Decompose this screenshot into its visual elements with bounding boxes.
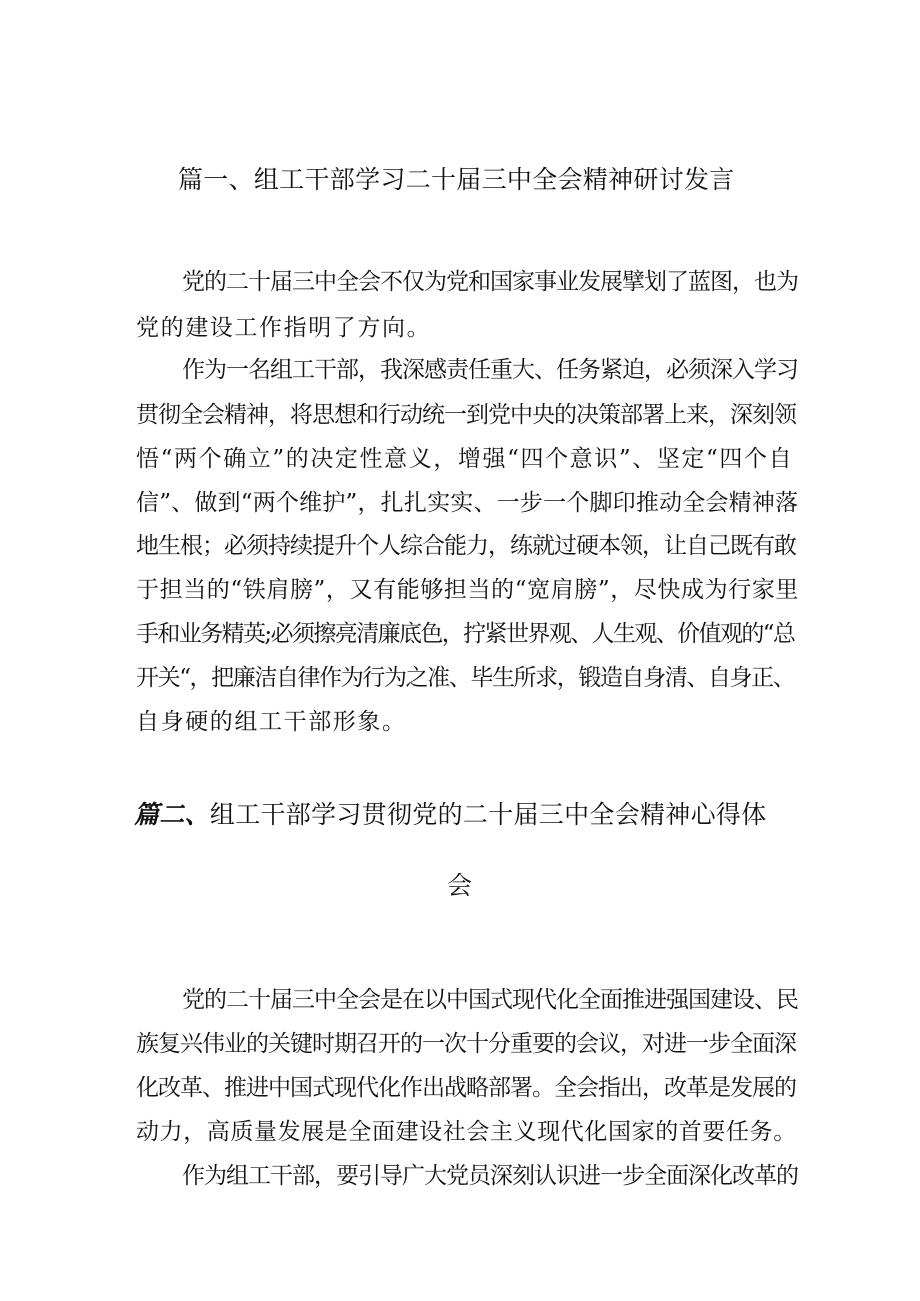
section1-title: 篇一、组工干部学习二十届三中全会精神研讨发言 [178, 165, 735, 194]
section1-p2-line2: 贯彻全会精神，将思想和行动统一到党中央的决策部署上来，深刻领 [136, 402, 796, 428]
section1-p2-line3: 悟“两个确立”的决定性意义，增强“四个意识”、坚定“四个自 [136, 446, 794, 472]
section2-p1-line2: 族复兴伟业的关键时期召开的一次十分重要的会议，对进一步全面深 [136, 1031, 796, 1057]
section1-p2-line9: 自身硬的组工干部形象。 [136, 709, 407, 735]
section2-title-label: 篇二、 [134, 800, 210, 829]
section2-p1-line1: 党的二十届三中全会是在以中国式现代化全面推进强国建设、民 [182, 987, 798, 1013]
section1-p2-line4: 信”、做到“两个维护”，扎扎实实、一步一个脚印推动全会精神落 [136, 490, 799, 516]
section2-title-line1: 组工干部学习贯彻党的二十届三中全会精神心得体 [209, 800, 767, 829]
section2-p1-line3: 化改革、推进中国式现代化作出战略部署。全会指出，改革是发展的 [136, 1075, 796, 1101]
section1-p2-line6: 于担当的“铁肩膀”，又有能够担当的“宽肩膀”，尽快成为行家里 [136, 577, 800, 603]
section1-p2-line1: 作为一名组工干部，我深感责任重大、任务紧迫，必须深入学习 [182, 357, 798, 383]
section2-p2-line1: 作为组工干部，要引导广大党员深刻认识进一步全面深化改革的 [182, 1163, 798, 1189]
section1-p2-line8: 开关“，把廉洁自律作为行为之准、毕生所求，锻造自身清、自身正、 [136, 665, 795, 691]
section2-p1-line4: 动力，高质量发展是全面建设社会主义现代化国家的首要任务。 [136, 1119, 797, 1145]
section2-title-line2: 会 [447, 871, 473, 900]
section2-title [134, 795, 767, 831]
section1-p1-line2: 党的建设工作指明了方向。 [136, 315, 432, 341]
section1-p1-line1: 党的二十届三中全会不仅为党和国家事业发展擘划了蓝图，也为 [182, 269, 798, 295]
section1-p2-line5: 地生根；必须持续提升个人综合能力，练就过硬本领，让自己既有敢 [136, 533, 796, 559]
section1-p2-line7: 手和业务精英;必须擦亮清廉底色，拧紧世界观、人生观、价值观的“总 [136, 621, 795, 647]
